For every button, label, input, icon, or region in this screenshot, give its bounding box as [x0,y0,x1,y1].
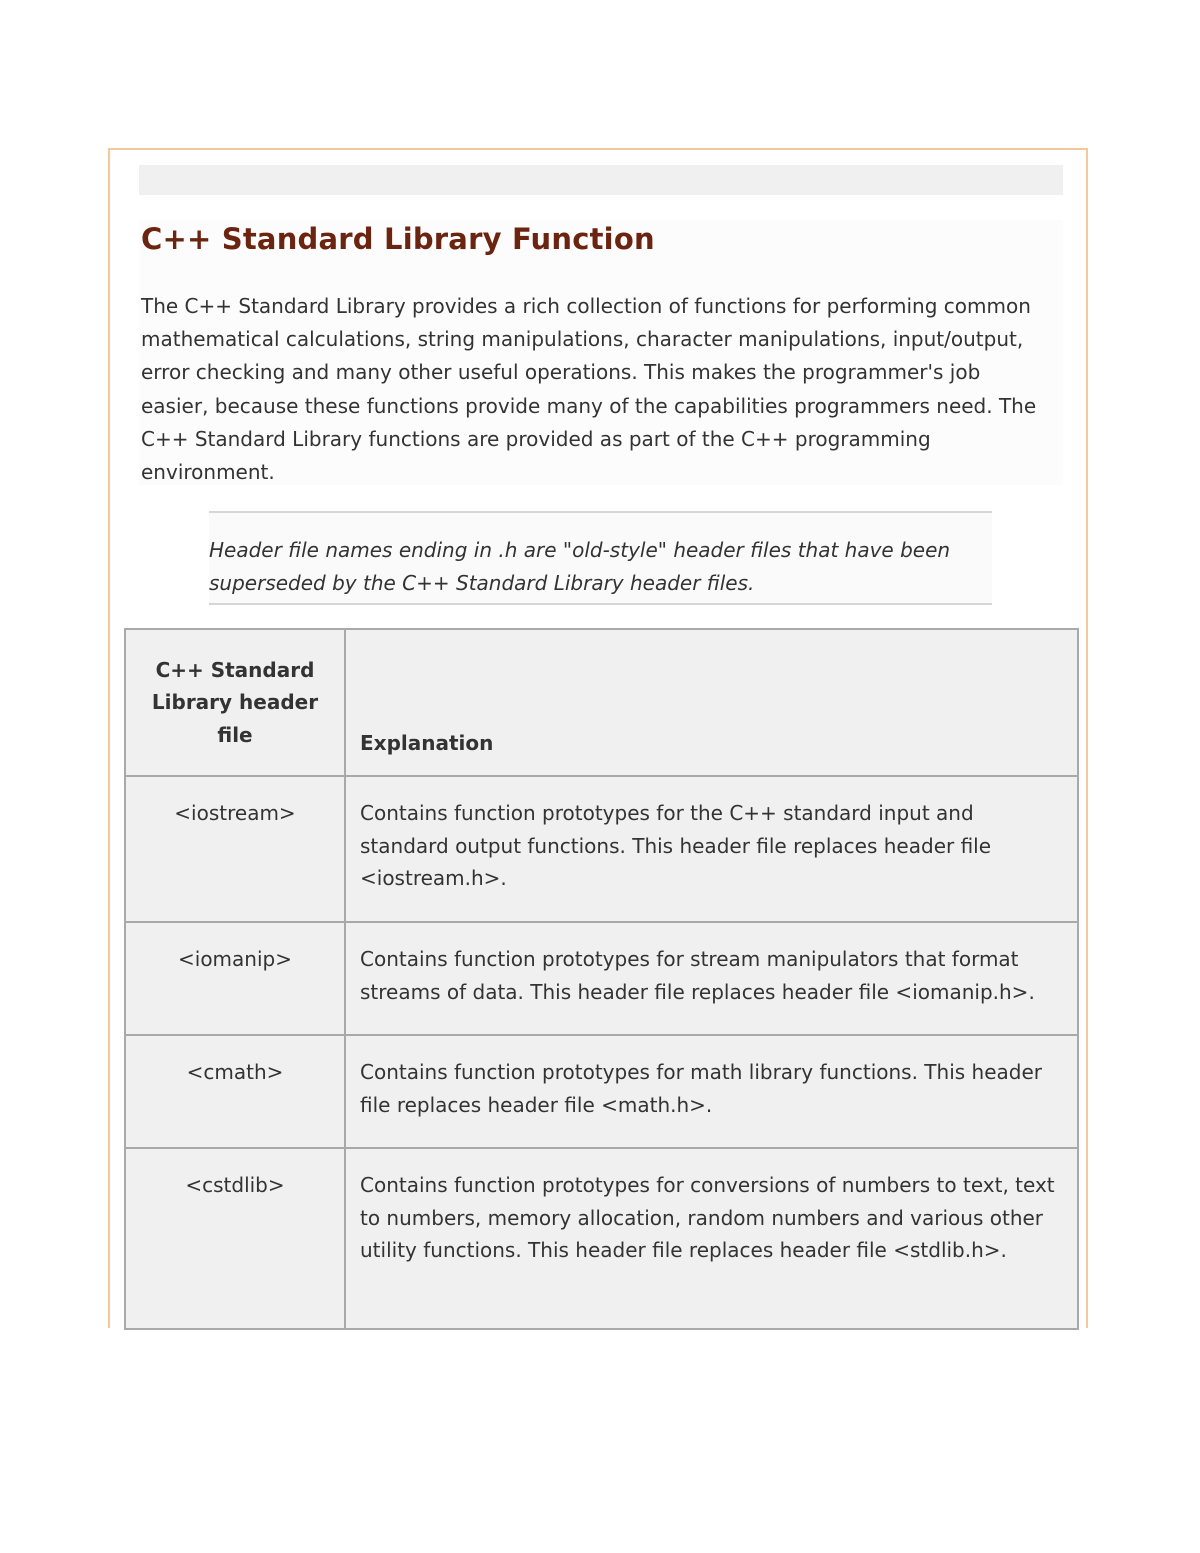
column-header-file: C++ Standard Library header file [125,629,345,776]
explanation-cell: Contains function prototypes for the C++ standard input and standard output functions. This header file replaces header file <iostream.h>. [345,776,1078,922]
header-file-cell: <iomanip> [125,922,345,1035]
page-title: C++ Standard Library Function [141,222,655,256]
intro-paragraph: The C++ Standard Library provides a rich collection of functions for performing common mathematical calculations, string manipulations, character manipulations, input/output, error checking and many other useful operations. This makes the programmer's job easier, because these functions provide many of the capabilities programmers need. The C++ Standard Library functions are provided as part of the C++ programming environment. [141,294,1037,485]
explanation-cell: Contains function prototypes for stream manipulators that format streams of data. This header file replaces header file <iomanip.h>. [345,922,1078,1035]
table-row [125,1148,1078,1329]
explanation-cell: Contains function prototypes for conversions of numbers to text, text to numbers, memory allocation, random numbers and various other utility functions. This header file replaces header file <stdlib.h>. [345,1148,1078,1329]
table-header-row [125,629,1078,776]
header-file-cell: <iostream> [125,776,345,922]
header-files-table [124,628,1079,1330]
column-header-explanation: Explanation [345,629,1078,776]
table-row [125,922,1078,1035]
table-row [125,776,1078,922]
table-row [125,1035,1078,1148]
header-file-cell: <cstdlib> [125,1148,345,1329]
header-file-cell: <cmath> [125,1035,345,1148]
top-bar [139,165,1063,195]
explanation-cell: Contains function prototypes for math library functions. This header file replaces header file <math.h>. [345,1035,1078,1148]
note-text: Header file names ending in .h are "old-style" header files that have been superseded by the C++ Standard Library header files. [209,538,951,595]
note-block [209,511,992,605]
